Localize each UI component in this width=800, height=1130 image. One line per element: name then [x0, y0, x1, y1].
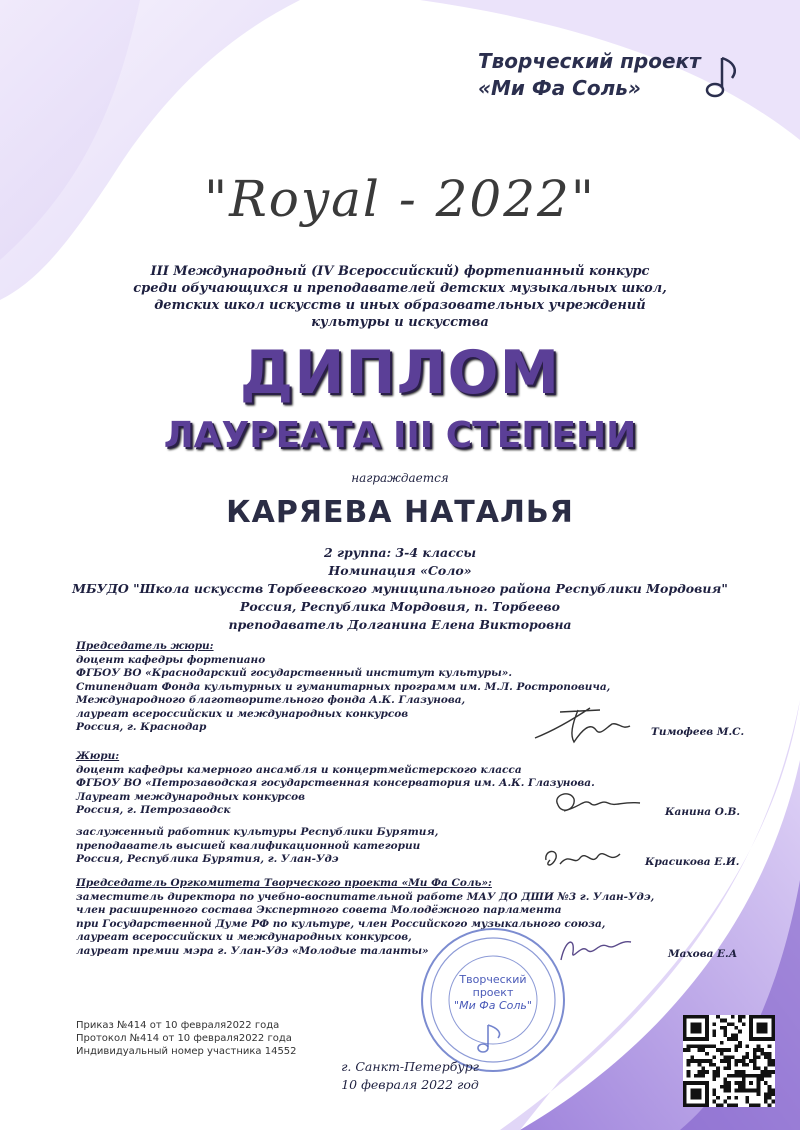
jury-member1-line: Лауреат международных конкурсов — [76, 790, 306, 803]
diploma-heading: ДИПЛОМ — [239, 338, 561, 408]
stamp-line2: проект — [472, 986, 514, 999]
organizer-line: лауреат премии мэра г. Улан-Удэ «Молодые таланты» — [76, 944, 429, 957]
stamp-line1: Творческий — [459, 973, 527, 986]
chairman-line: Международного благотворительного фонда А.К. Глазунова, — [76, 694, 466, 706]
jury-member2-line: заслуженный работник культуры Республики Бурятия, — [76, 826, 439, 838]
chairman-signer: Тимофеев М.С. — [651, 726, 745, 738]
jury-member1-signer: Канина О.В. — [665, 806, 741, 818]
detail-teacher: преподаватель Долганина Елена Викторовна — [228, 617, 572, 632]
signature-jury2 — [540, 842, 640, 878]
place-and-date — [310, 1058, 510, 1094]
official-stamp — [418, 925, 568, 1075]
music-note-icon — [700, 54, 744, 102]
detail-group: 2 группа: 3-4 классы — [323, 545, 477, 560]
chairman-line: доцент кафедры фортепиано — [76, 653, 266, 666]
project-title-line2: «Ми Фа Соль» — [478, 76, 641, 100]
jury-member1-line: доцент кафедры камерного ансамбля и концертмейстерского класса — [76, 763, 522, 776]
recipient-name: КАРЯЕВА НАТАЛЬЯ — [226, 495, 574, 530]
chairman-heading: Председатель жюри: — [76, 640, 214, 652]
detail-nomination: Номинация «Соло» — [328, 563, 472, 578]
protocol-line: Протокол №414 от 10 февраля2022 года — [76, 1033, 292, 1044]
organizer-line: лауреат всероссийских и международных конкурсов, — [76, 931, 412, 943]
chairman-line: ФГБОУ ВО «Краснодарский государственный институт культуры». — [76, 667, 512, 679]
organizer-signer: Махова Е.А — [668, 948, 738, 960]
competition-title: "Royal - 2022" — [204, 170, 596, 228]
organizer-heading: Председатель Оргкомитета Творческого проекта «Ми Фа Соль»: — [76, 877, 492, 889]
stamp-text — [418, 973, 568, 1012]
competition-subtitle — [130, 263, 670, 331]
jury-block — [76, 750, 595, 818]
subtitle-line: культуры и искусства — [311, 315, 489, 330]
order-line: Приказ №414 от 10 февраля2022 года — [76, 1020, 280, 1031]
city: г. Санкт-Петербург — [341, 1059, 479, 1074]
recipient-details — [70, 544, 730, 634]
stamp-line3: "Ми Фа Соль" — [454, 999, 532, 1012]
project-title-line1: Творческий проект — [478, 49, 701, 73]
chairman-line: лауреат всероссийских и международных конкурсов — [76, 707, 409, 720]
chairman-line: Стипендиат Фонда культурных и гуманитарных программ им. М.Л. Ростроповича, — [76, 680, 611, 693]
participant-number-line: Индивидуальный номер участника 14552 — [76, 1046, 297, 1057]
diploma-degree: ЛАУРЕАТА III СТЕПЕНИ — [163, 415, 637, 456]
jury-member1-line: Россия, г. Петрозаводск — [76, 804, 231, 816]
subtitle-line: детских школ искусств и иных образовательных учреждений — [154, 298, 646, 313]
qr-code — [683, 1015, 775, 1107]
order-info — [76, 1019, 297, 1058]
project-title — [478, 48, 701, 102]
jury-member2-line: Россия, Республика Бурятия, г. Улан-Удэ — [76, 853, 339, 865]
detail-school: МБУДО "Школа искусств Торбеевского муниципального района Республики Мордовия" — [72, 581, 728, 596]
jury-member2-block — [76, 826, 438, 867]
detail-location: Россия, Республика Мордовия, п. Торбеево — [240, 599, 560, 614]
organizer-line: член расширенного состава Экспертного совета Молодёжного парламента — [76, 904, 562, 916]
jury-member2-signer: Красикова Е.И. — [645, 856, 740, 868]
awarded-label: награждается — [351, 471, 449, 485]
subtitle-line: III Международный (IV Всероссийский) фортепианный конкурс — [150, 264, 650, 279]
jury-member2-line: преподаватель высшей квалификационной категории — [76, 839, 421, 852]
jury-heading: Жюри: — [76, 750, 120, 762]
subtitle-line: среди обучающихся и преподавателей детских музыкальных школ, — [133, 281, 667, 296]
organizer-line: при Государственной Думе РФ по культуре, член Российского музыкального союза, — [76, 917, 606, 930]
jury-member1-line: ФГБОУ ВО «Петрозаводская государственная консерватория им. А.К. Глазунова. — [76, 777, 595, 789]
signature-chairman — [530, 700, 640, 750]
organizer-line: заместитель директора по учебно-воспитательной работе МАУ ДО ДШИ №3 г. Улан-Удэ, — [76, 890, 655, 903]
signature-jury1 — [550, 785, 650, 825]
date: 10 февраля 2022 год — [341, 1077, 479, 1092]
chairman-line: Россия, г. Краснодар — [76, 721, 207, 733]
